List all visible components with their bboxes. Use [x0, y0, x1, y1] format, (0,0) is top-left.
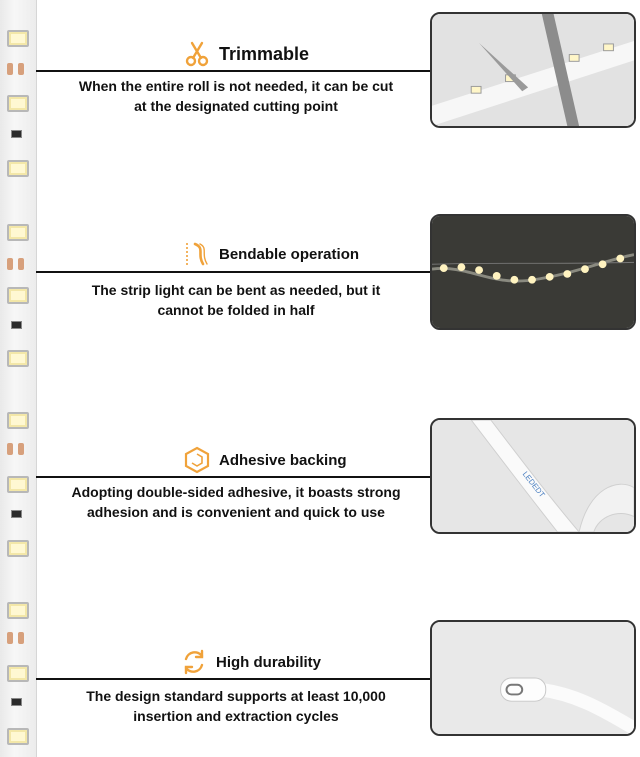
led-chip — [7, 350, 29, 367]
copper-pad — [18, 443, 24, 455]
feature-title-row — [180, 648, 321, 676]
resistor — [11, 698, 22, 706]
feature-description — [40, 482, 432, 522]
strip-cutting-photo — [430, 12, 636, 128]
resistor — [11, 321, 22, 329]
description-line: at the designated cutting point — [134, 98, 338, 114]
resistor — [11, 130, 22, 138]
copper-pad — [7, 443, 13, 455]
feature-title: Bendable operation — [219, 245, 360, 263]
description-line: insertion and extraction cycles — [133, 708, 339, 724]
feature-title: Adhesive backing — [219, 451, 347, 469]
brand-text: LEDEDT — [520, 469, 547, 500]
divider-line — [36, 271, 430, 273]
description-line: The strip light can be bent as needed, but it — [91, 282, 381, 298]
lit-strip-photo — [430, 214, 636, 330]
usb-c-connector-photo — [430, 620, 636, 736]
copper-pad — [7, 632, 13, 644]
resistor — [11, 510, 22, 518]
copper-pad — [7, 258, 13, 270]
divider-line — [36, 678, 430, 680]
description-line: Adopting double-sided adhesive, it boasts strong — [71, 484, 401, 500]
copper-pad — [18, 632, 24, 644]
scissors-icon — [183, 40, 211, 68]
feature-title: High durability — [216, 653, 321, 671]
led-chip — [7, 95, 29, 112]
divider-line — [36, 70, 430, 72]
description-line: adhesion and is convenient and quick to use — [87, 504, 385, 520]
feature-title-row — [183, 240, 359, 268]
led-chip — [7, 728, 29, 745]
led-chip — [7, 602, 29, 619]
led-chip — [7, 412, 29, 429]
feature-title: Trimmable — [219, 43, 310, 64]
description-line: The design standard supports at least 10,000 — [86, 688, 386, 704]
description-line: When the entire roll is not needed, it can be cut — [78, 78, 394, 94]
led-chip — [7, 30, 29, 47]
feature-description — [40, 686, 432, 726]
feature-title-row — [183, 446, 347, 474]
led-chip — [7, 287, 29, 304]
led-strip-graphic — [0, 0, 37, 757]
bend-icon — [183, 240, 211, 268]
feature-title-row — [183, 40, 309, 68]
adhesive-strip-photo — [430, 418, 636, 534]
copper-pad — [7, 63, 13, 75]
feature-description — [40, 76, 432, 116]
led-chip — [7, 476, 29, 493]
description-line: cannot be folded in half — [157, 302, 315, 318]
led-chip — [7, 224, 29, 241]
led-chip — [7, 665, 29, 682]
cycle-arrows-icon — [180, 648, 208, 676]
hexagon-icon — [183, 446, 211, 474]
feature-description — [40, 280, 432, 320]
led-chip — [7, 540, 29, 557]
copper-pad — [18, 63, 24, 75]
led-chip — [7, 160, 29, 177]
divider-line — [36, 476, 430, 478]
copper-pad — [18, 258, 24, 270]
